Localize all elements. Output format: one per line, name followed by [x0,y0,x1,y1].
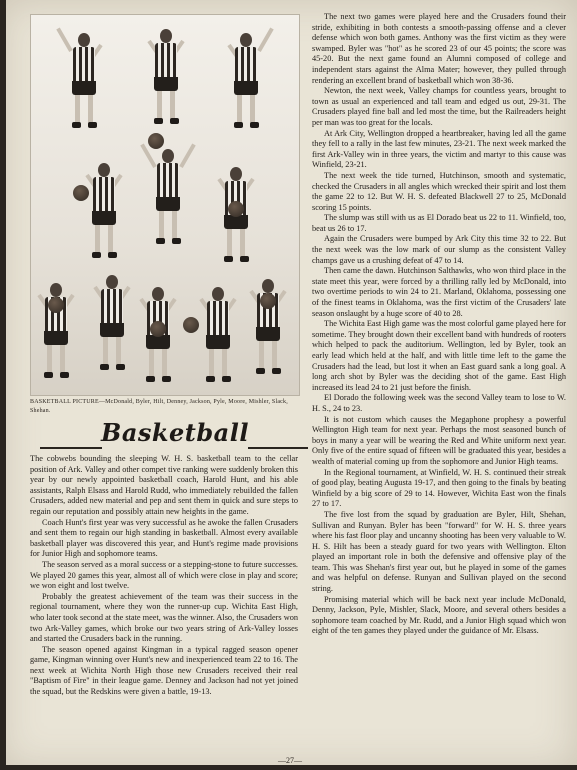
player-figure [221,23,271,133]
article-paragraph: It is not custom which causes the Megaphone prophesy a powerful Wellington High team for next year. Perhaps the most seasoned bunch of boys in many a year will be wearing the Red and White uniform next year. Only five of the entire squad of fifteen will be graduated this year, besides a wealth of material coming up from the sophomore and Junior High teams. [312,414,566,466]
article-paragraph: Newton, the next week, Valley champs for countless years, brought to town as usual an experienced and tall team and edged us out, 29-31. The Crusaders played fine ball and led most the time, but the Railreaders height per man was too great for the locals. [312,86,566,127]
photo-caption: BASKETBALL PICTURE—McDonald, Byler, Hilt, Denney, Jackson, Pyle, Moore, Mishler, Slack, Shehan. [30,399,288,414]
article-paragraph: The slump was still with us as El Dorado beat us 22 to 11. Winfield, too, beat us 26 to 17. [312,213,566,233]
player-figure [193,277,243,387]
basketball-icon [48,297,64,313]
heading-rule-left [40,447,102,449]
article-paragraph: The Wichita East High game was the most colorful game played here for sometime. They brought down their excellent band with hundreds of rooters which helped to pack the auditorium. Wellington, led by Byler, took an early lead which held at the half, and with little time left to the game the Crusaders had the lead, but lost it when an East guard sank a long goal. A long arch shot by Byler was the deciding shot of the game. East High increased its lead 24 to 21 just before the finish. [312,319,566,392]
article-paragraph: The season opened against Kingman in a typical ragged season opener game, Kingman winning over Hunt's new and inexperienced team 22 to 16. The next week at Wichita North High those new Crusaders received their real "Baptism of Fire" in their league game. Denney and Jackson had not yet joined the squad, but the Redskins were given a battle, 19-13. [30,644,298,697]
player-figure [243,269,293,379]
basketball-icon [148,133,164,149]
heading-rule-right [248,447,308,449]
page-edge-left [0,0,6,770]
basketball-icon [228,201,244,217]
player-figure [79,153,129,263]
player-figure [87,265,137,375]
page-edge-bottom [0,765,577,770]
player-figure [211,157,261,267]
basketball-icon [183,317,199,333]
article-paragraph: In the Regional tournament, at Winfield, W. H. S. continued their streak of good play, beating Augusta 19-17, and then going to the finals by beating Winfield by a big score of 29 to 14. However, Wichita East won the finals 27 to 17. [312,467,566,509]
player-figure [31,273,81,383]
article-paragraph: The five lost from the squad by graduation are Byler, Hilt, Shehan, Sullivan and Runyan. Byler has been "forward" for W. H. S. three years where his fast floor play and uncanny shooting has been very valuable to W. H. S. Hilt has been a steady guard for two years with Wellington. Elton played an important role in both the defensive and offensive play of the team. This was Shehan's first year out, but he played in some of the games and was helpful on defense. Runyan and Sullivan played on the second string. [312,509,566,594]
right-text-column [312,12,566,752]
article-paragraph: Then came the dawn. Hutchinson Salthawks, who won third place in the state meet this year, were forced by a thrilling rally led by McDonald, into two overtime periods to win 24 to 21. Marland, Oklahoma, possessing one of the finest teams in Oklahoma, was the first victim of the Crusaders' late season onslaught by a huge score of 40 to 28. [312,266,566,318]
basketball-icon [73,185,89,201]
article-paragraph: El Dorado the following week was the second Valley team to lose to W. H. S., 24 to 23. [312,393,566,413]
player-figure [59,23,109,133]
team-photo [30,14,300,396]
player-figure [133,277,183,387]
player-figure [143,139,193,249]
basketball-icon [260,293,276,309]
section-heading: Basketball [101,418,249,447]
article-paragraph: Coach Hunt's first year was very successful as he awoke the fallen Crusaders and sent them to regain our high standing in basketball. Almost every available basketball player was discovered this year, and Hunt's regime made provisions for Junior High and sophomore teams. [30,517,298,559]
page-number: —27— [278,756,302,765]
article-paragraph: Promising material which will be back next year include McDonald, Denny, Jackson, Pyle, Mishler, Slack, Moore, and several others besides a sophomore team coached by Mr. Rudd, and a Junior High squad which won eight of the ten games they played under the guidance of Mr. Elsass. [312,594,566,636]
article-paragraph: The season served as a moral success or a stepping-stone to future successes. We played 20 games this year, almost all of which were close in play and score; we won eight and lost twelve. [30,559,298,591]
article-paragraph: The next two games were played here and the Crusaders found their stride, exhibiting in both contests a smooth-passing offense and a clever defense which won both games. Anthony was the first victim as they were swamped. Byler was "hot" as he scored 23 of our 45 points; the score was 45-20. But the next game found an Alumni composed of college and independent stars against the Alma Mater; however, they pulled through rendering an excellent brand of basketball which won 38-36. [312,12,566,85]
article-paragraph: Again the Crusaders were bumped by Ark City this time 32 to 22. But the next week was the low mark of our slump as the consistent Valley champs gave us a crushing defeat of 47 to 14. [312,234,566,265]
player-figure [141,19,191,129]
basketball-icon [150,321,166,337]
article-paragraph: The cobwebs bounding the sleeping W. H. S. basketball team to the cellar position of Ark. Valley and other compet tive ranking were suddenly broken this year by our newly appointed basketball coach, Harold Hunt, and his able assistants, Ralph Elsass and Harold Rudd, who immediately rebuilded the fallen Crusaders, added new material and pep and sent them in quick and sure steps to regain our reputation and possibly attain new heights in the game. [30,454,298,516]
left-text-column [30,454,298,754]
article-paragraph: Probably the greatest achievement of the team was their success in the regional tournament, where they won the runner-up cup. Wichita East High, who later took second at the state meet, was the winner. Also, the Crusaders won two Ark-Valley games, which broke our two years string of Ark-Valley losses and started the Crusaders back in the running. [30,591,298,644]
article-paragraph: At Ark City, Wellington dropped a heartbreaker, having led all the game they fell to a rally in the last few minutes, 23-21. The next week marked the first Ark-Valley win in three years, the victim and martyr to this cause was Winfield, 23-21. [312,128,566,170]
article-paragraph: The next week the tide turned, Hutchinson, smooth and systematic, checked the Crusaders in all angles which wrecked their spirit and lost them the game 22 to 12. But W. H. S. defeated Blackwell 27 to 25, McDonald scoring 15 points. [312,170,566,212]
